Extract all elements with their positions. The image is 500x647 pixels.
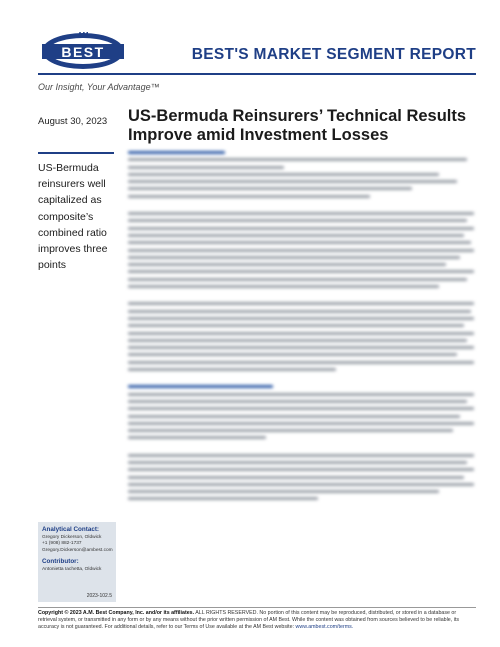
blurred-text-line <box>128 332 474 335</box>
blurred-text-line <box>128 195 370 198</box>
paragraph-gap <box>128 292 474 302</box>
blurred-text-line <box>128 180 457 183</box>
paragraph-gap <box>128 444 474 454</box>
blurred-text-line <box>128 241 471 244</box>
blurred-text-line <box>128 256 460 259</box>
svg-text:SINCE 1899: SINCE 1899 <box>69 64 97 70</box>
header-rule <box>38 73 476 75</box>
blurred-subheading <box>128 385 273 388</box>
contributor-heading: Contributor: <box>42 558 79 566</box>
blurred-text-line <box>128 263 446 266</box>
blurred-text-line <box>128 483 474 486</box>
blurred-text-line <box>128 302 474 305</box>
blurred-text-line <box>128 468 474 471</box>
blurred-text-line <box>128 249 474 252</box>
report-number: 2023-102.5 <box>86 593 112 599</box>
blurred-text-line <box>128 173 439 176</box>
article-body-blurred <box>128 151 474 601</box>
blurred-text-line <box>128 219 467 222</box>
contact-phone: +1 (908) 882-1737 <box>42 541 82 547</box>
tagline: Our Insight, Your Advantage™ <box>38 82 160 92</box>
blurred-text-line <box>128 415 460 418</box>
blurred-text-line <box>128 234 464 237</box>
blurred-text-line <box>128 476 464 479</box>
footer-text: ALL RIGHTS RESERVED. No portion of this content may be reproduced, distributed, or stored in a database or retrieval system, or transmitted in any form or by any means without the prior written permission of AM Best. While the content was obtained from sources believed to be reliable, its accuracy is not guaranteed. For additional details, refer to our Terms of Use available at the AM Best website: <box>38 610 459 630</box>
blurred-text-line <box>128 187 412 190</box>
report-title: BEST'S MARKET SEGMENT REPORT <box>191 46 476 63</box>
blurred-text-line <box>128 227 474 230</box>
blurred-text-line <box>128 436 266 439</box>
blurred-text-line <box>128 285 439 288</box>
paragraph-gap <box>128 375 474 385</box>
blurred-text-line <box>128 368 336 371</box>
blurred-text-line <box>128 158 467 161</box>
contributor-name: Antonietta Iachetta, Oldwick <box>42 567 102 573</box>
blurred-text-line <box>128 393 474 396</box>
footer-copyright: Copyright © 2023 A.M. Best Company, Inc. and/or its affiliates. <box>38 610 195 616</box>
report-header <box>0 0 500 92</box>
blurred-text-line <box>128 212 474 215</box>
footer-disclaimer <box>38 610 476 631</box>
blurred-text-line <box>128 422 474 425</box>
blurred-text-line <box>128 454 474 457</box>
blurred-text-line <box>128 400 467 403</box>
blurred-text-line <box>128 361 474 364</box>
blurred-subheading <box>128 151 225 154</box>
svg-text:BEST: BEST <box>61 44 105 60</box>
blurred-text-line <box>128 407 474 410</box>
analytical-contact-box <box>38 522 116 602</box>
blurred-text-line <box>128 490 439 493</box>
blurred-text-line <box>128 310 471 313</box>
blurred-text-line <box>128 270 474 273</box>
headline: US-Bermuda Reinsurers’ Technical Results Improve amid Investment Losses <box>128 107 467 144</box>
blurred-text-line <box>128 278 467 281</box>
blurred-text-line <box>128 461 467 464</box>
contact-email[interactable]: Gregory.Dickerson@ambest.com <box>42 547 113 553</box>
contact-heading: Analytical Contact: <box>42 526 100 533</box>
footer-rule <box>38 607 476 608</box>
report-date: August 30, 2023 <box>38 116 108 127</box>
paragraph-gap <box>128 202 474 212</box>
blurred-text-line <box>128 429 453 432</box>
blurred-text-line <box>128 339 467 342</box>
blurred-text-line <box>128 317 474 320</box>
blurred-text-line <box>128 497 318 500</box>
contact-name: Gregory Dickerson, Oldwick <box>42 535 102 540</box>
svg-text:AM: AM <box>77 32 89 39</box>
blurred-text-line <box>128 346 474 349</box>
am-best-logo <box>40 28 126 72</box>
blurred-text-line <box>128 353 457 356</box>
callout-text: US-Bermuda reinsurers well capitalized as composite’s combined ratio improves three points <box>38 152 114 273</box>
blurred-text-line <box>128 324 464 327</box>
terms-link[interactable]: www.ambest.com/terms. <box>295 624 354 630</box>
blurred-text-line <box>128 166 284 169</box>
